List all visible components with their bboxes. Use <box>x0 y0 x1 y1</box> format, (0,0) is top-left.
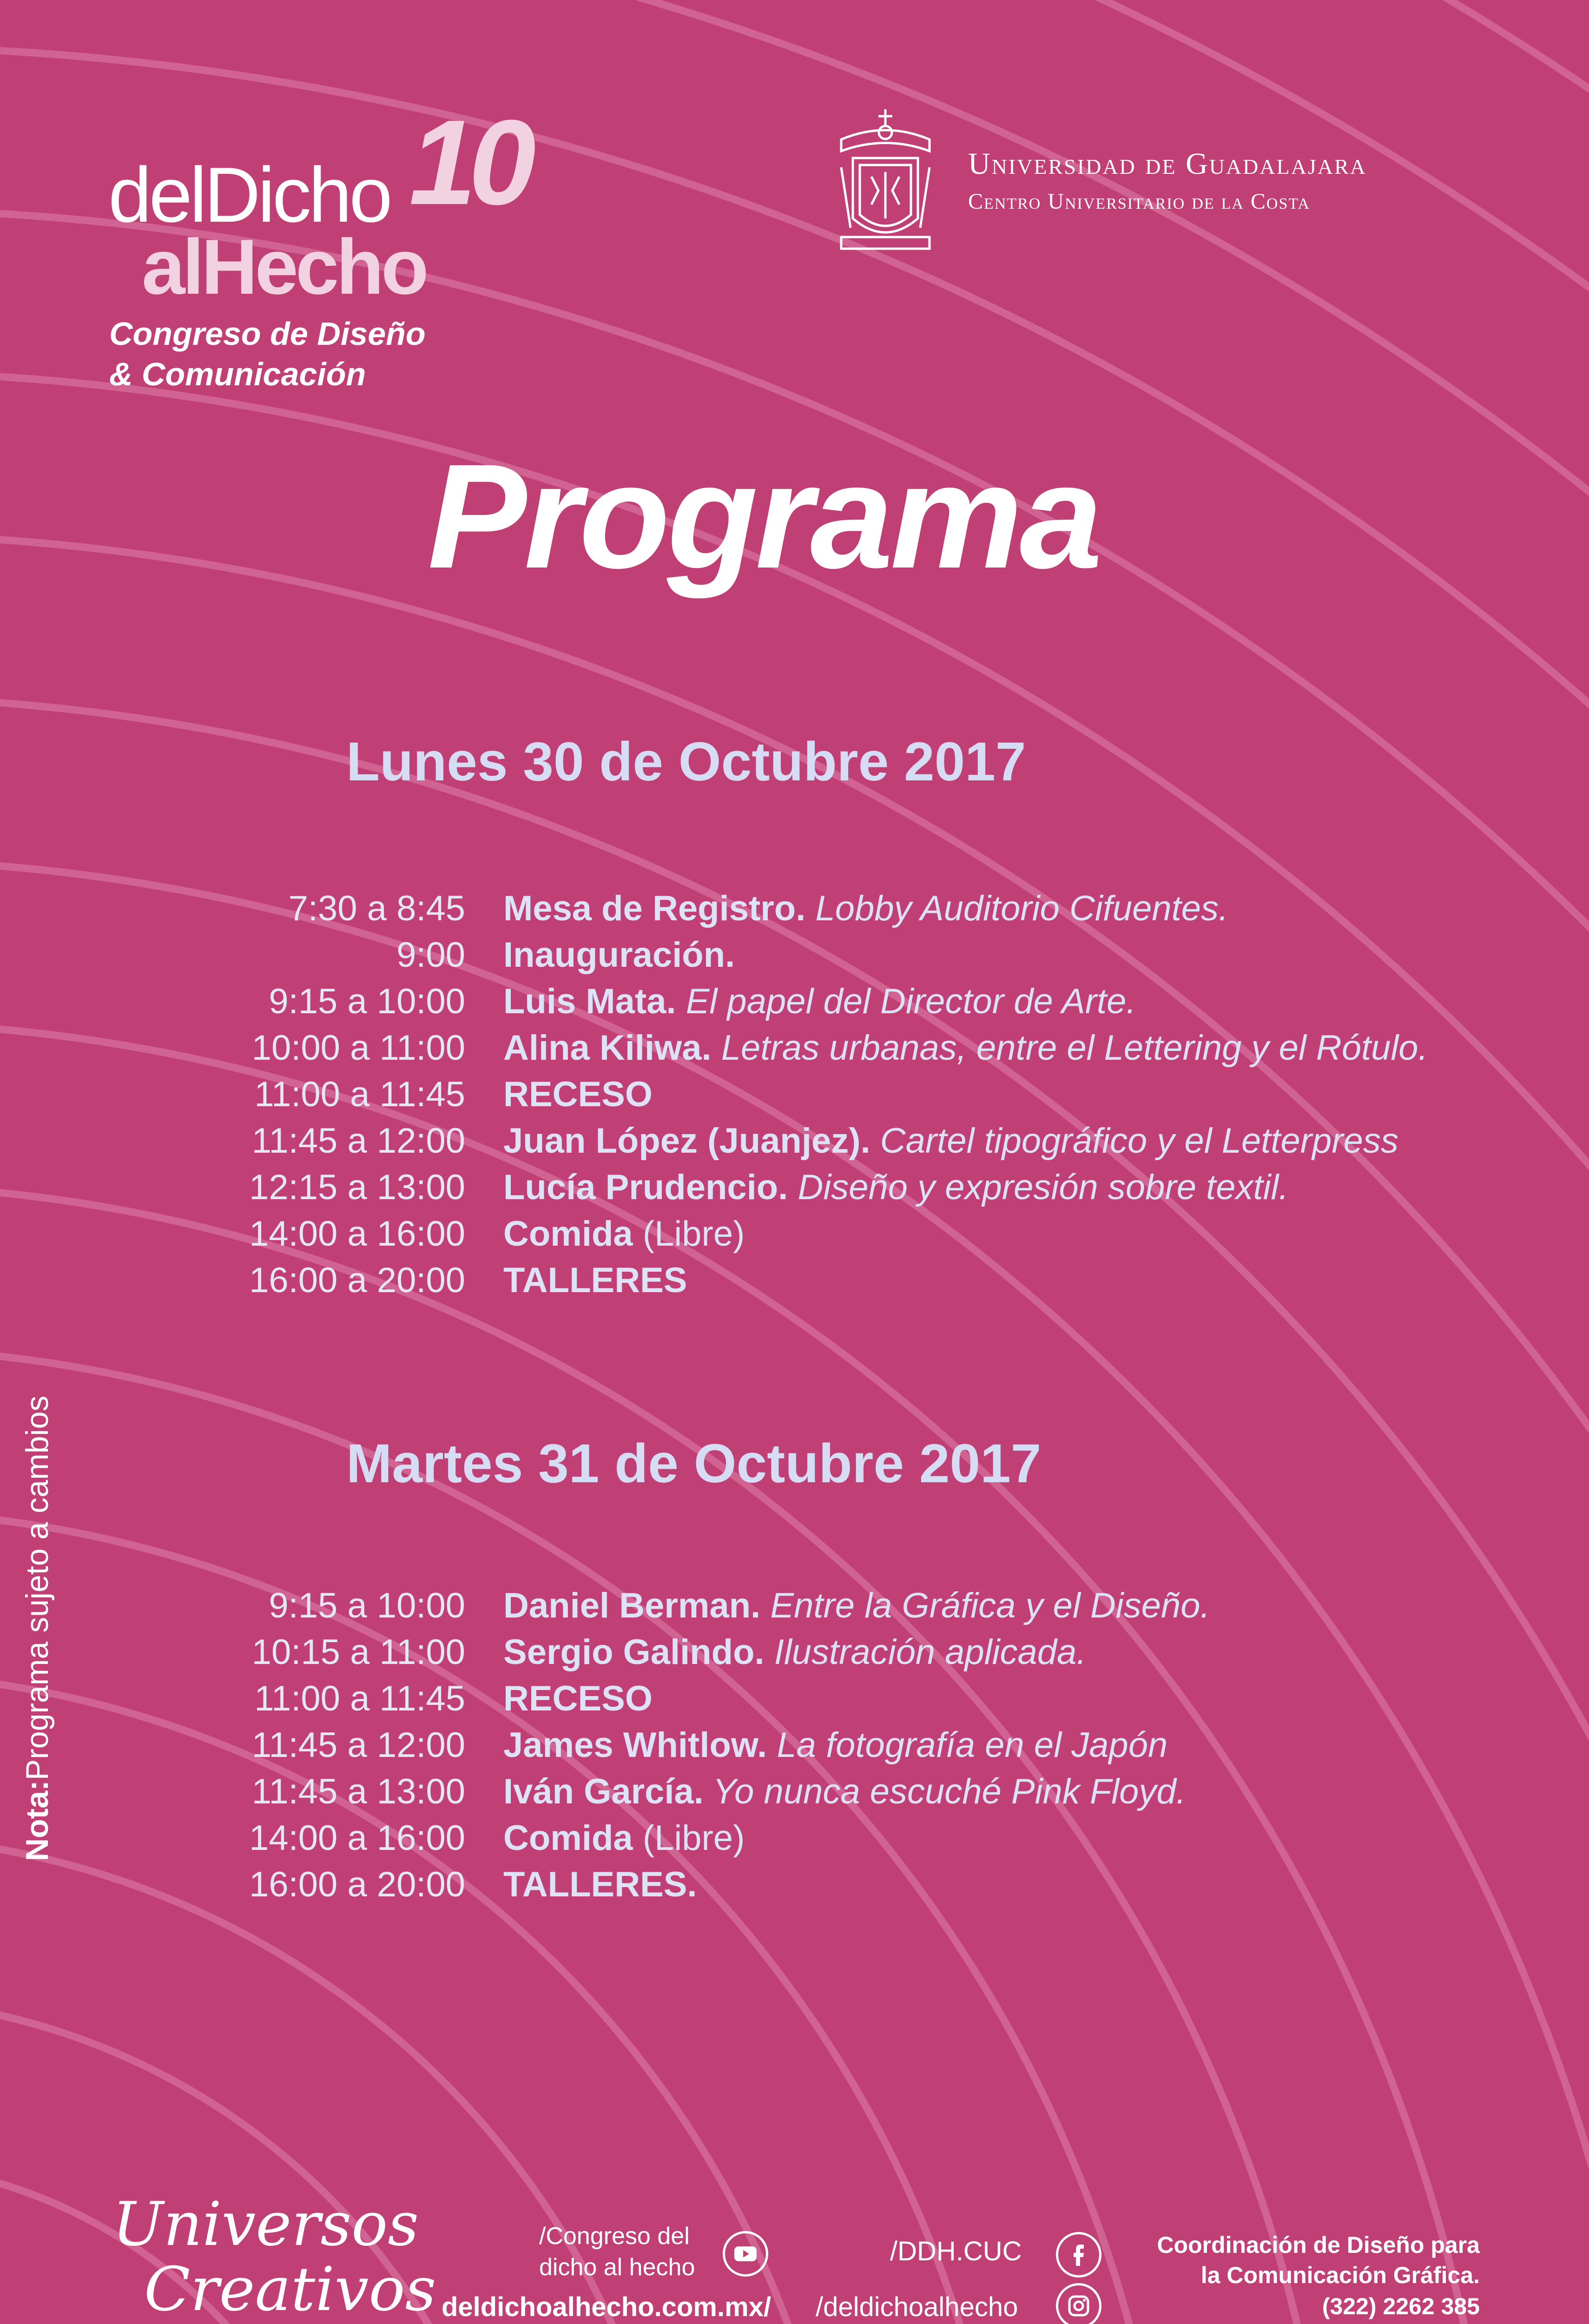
event-detail: Entre la Gráfica y el Diseño. <box>760 1586 1210 1625</box>
event-activity <box>503 1071 653 1118</box>
logo-word-alhecho: alHecho <box>142 223 426 310</box>
event-time: 7:30 a 8:45 <box>288 889 465 928</box>
event-name: Juan López (Juanjez). <box>503 1121 870 1161</box>
schedule-row <box>0 1629 1589 1676</box>
event-activity <box>503 1583 1210 1629</box>
page-title: Programa <box>428 433 1100 599</box>
event-name: Lucía Prudencio. <box>503 1168 788 1207</box>
event-note: (Libre) <box>633 1818 745 1858</box>
instagram-icon[interactable] <box>1056 2283 1101 2324</box>
slogan-line2: Creativos <box>144 2254 436 2324</box>
event-time: 11:45 a 12:00 <box>251 1725 465 1765</box>
coordination-line1: Coordinación de Diseño para <box>1157 2232 1480 2258</box>
website-link[interactable]: deldichoalhecho.com.mx/ <box>442 2292 771 2322</box>
instagram-handle[interactable]: /deldichoalhecho <box>816 2292 1018 2322</box>
facebook-handle[interactable]: /DDH.CUC <box>890 2236 1022 2266</box>
event-name: Comida <box>503 1214 633 1254</box>
event-time: 10:15 a 11:00 <box>251 1632 465 1672</box>
schedule-row <box>0 1211 1589 1257</box>
event-activity <box>503 1629 1086 1676</box>
event-activity <box>503 1164 1289 1211</box>
event-name: Inauguración. <box>503 935 735 975</box>
schedule-row <box>0 978 1589 1025</box>
event-time: 14:00 a 16:00 <box>249 1214 465 1254</box>
schedule-row <box>0 1722 1589 1769</box>
university-center: Centro Universitario de la Costa <box>968 189 1310 214</box>
event-name: Sergio Galindo. <box>503 1632 765 1672</box>
event-name: Iván García. <box>503 1772 704 1811</box>
event-activity <box>503 1815 745 1862</box>
event-detail: Ilustración aplicada. <box>764 1632 1087 1672</box>
event-activity <box>503 1676 653 1722</box>
youtube-channel-line1[interactable]: /Congreso del <box>539 2223 690 2250</box>
event-name: RECESO <box>503 1679 653 1718</box>
event-name: James Whitlow. <box>503 1725 767 1765</box>
logo-edition-number: 10 <box>409 95 529 230</box>
event-time: 9:00 <box>396 935 465 975</box>
contact-phone[interactable]: (322) 2262 385 <box>1322 2293 1480 2319</box>
youtube-channel-line2[interactable]: dicho al hecho <box>539 2254 695 2281</box>
event-name: Comida <box>503 1818 633 1858</box>
event-activity <box>503 1211 745 1257</box>
slogan-line1: Universos <box>112 2189 419 2259</box>
event-name: Luis Mata. <box>503 982 676 1021</box>
logo-subtitle-line1: Congreso de Diseño <box>109 316 426 352</box>
event-name: TALLERES. <box>503 1865 697 1904</box>
event-name: RECESO <box>503 1075 653 1114</box>
schedule-monday <box>0 885 1589 1304</box>
event-name: Mesa de Registro. <box>503 889 806 928</box>
event-time: 16:00 a 20:00 <box>249 1865 465 1904</box>
schedule-row <box>0 1071 1589 1118</box>
event-time: 9:15 a 10:00 <box>269 1586 465 1625</box>
schedule-row <box>0 885 1589 932</box>
event-time: 11:45 a 12:00 <box>251 1121 465 1161</box>
note-text: Programa sujeto a cambios <box>20 1395 55 1781</box>
event-detail: Lobby Auditorio Cifuentes. <box>805 889 1229 928</box>
event-detail: Letras urbanas, entre el Lettering y el Rótulo. <box>711 1028 1428 1068</box>
note-label: Nota: <box>20 1780 55 1861</box>
event-activity <box>503 1118 1398 1164</box>
event-activity <box>503 885 1228 932</box>
coordination-line2: la Comunicación Gráfica. <box>1200 2262 1480 2288</box>
schedule-row <box>0 1164 1589 1211</box>
event-time: 16:00 a 20:00 <box>249 1261 465 1300</box>
schedule-row <box>0 1118 1589 1164</box>
day-heading-monday: Lunes 30 de Octubre 2017 <box>346 731 1026 792</box>
facebook-icon[interactable] <box>1056 2232 1101 2278</box>
event-name: TALLERES <box>503 1261 687 1300</box>
schedule-row <box>0 1676 1589 1722</box>
youtube-icon[interactable] <box>723 2231 768 2277</box>
university-name: Universidad de Guadalajara <box>968 147 1367 181</box>
event-detail: El papel del Director de Arte. <box>676 982 1136 1021</box>
event-time: 14:00 a 16:00 <box>249 1818 465 1858</box>
event-activity <box>503 1769 1186 1815</box>
event-name: Alina Kiliwa. <box>503 1028 712 1068</box>
schedule-row <box>0 1769 1589 1815</box>
university-seal-icon <box>832 107 939 256</box>
event-time: 9:15 a 10:00 <box>269 982 465 1021</box>
event-detail: Diseño y expresión sobre textil. <box>788 1168 1289 1207</box>
day-heading-tuesday: Martes 31 de Octubre 2017 <box>346 1433 1042 1494</box>
schedule-row <box>0 1815 1589 1862</box>
schedule-row <box>0 932 1589 978</box>
event-time: 11:00 a 11:45 <box>254 1075 465 1114</box>
event-activity <box>503 1862 697 1908</box>
schedule-tuesday <box>0 1583 1589 1908</box>
event-detail: Cartel tipográfico y el Letterpress <box>870 1121 1398 1161</box>
schedule-row <box>0 1025 1589 1071</box>
event-activity <box>503 932 735 978</box>
event-time: 10:00 a 11:00 <box>251 1028 465 1068</box>
schedule-row <box>0 1257 1589 1304</box>
event-detail: La fotografía en el Japón <box>767 1725 1168 1765</box>
event-activity <box>503 978 1136 1025</box>
event-detail: Yo nunca escuché Pink Floyd. <box>703 1772 1186 1811</box>
event-name: Daniel Berman. <box>503 1586 761 1625</box>
logo-word-deldicho: delDicho <box>108 151 390 238</box>
schedule-row <box>0 1583 1589 1629</box>
schedule-row <box>0 1862 1589 1908</box>
event-time: 11:45 a 13:00 <box>251 1772 465 1811</box>
schedule-note <box>20 1395 55 1861</box>
logo-subtitle-line2: & Comunicación <box>109 356 366 392</box>
event-activity <box>503 1257 687 1304</box>
event-time: 12:15 a 13:00 <box>249 1168 465 1207</box>
event-activity <box>503 1722 1167 1769</box>
event-activity <box>503 1025 1428 1071</box>
event-note: (Libre) <box>633 1214 745 1254</box>
event-time: 11:00 a 11:45 <box>254 1679 465 1718</box>
